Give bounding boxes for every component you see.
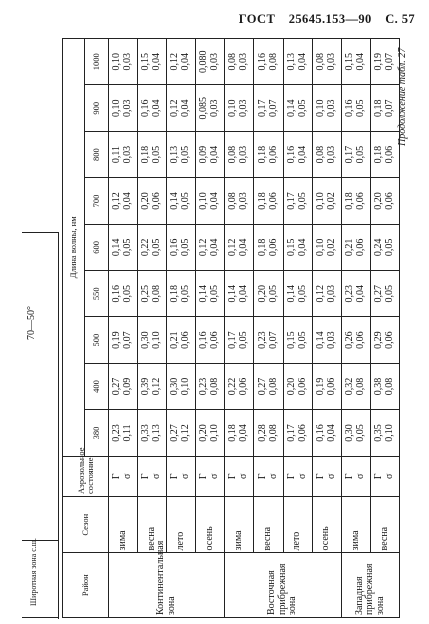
wavelength-cell: 550: [85, 271, 109, 317]
value-cell: 0,20 0,10: [196, 410, 225, 456]
wavelength-cell: 500: [85, 317, 109, 363]
region-cell: Западная прибрежная зона: [341, 553, 399, 618]
value-cell: 0,12 0,04: [167, 85, 196, 131]
season-cell: осень: [312, 496, 341, 552]
symbol-cell: Г σ: [138, 456, 167, 496]
value-cell: 0,10 0,03: [109, 85, 138, 131]
wavelength-cell: 600: [85, 224, 109, 270]
data-table: [62, 38, 400, 618]
wavelength-cell: 1000: [85, 39, 109, 86]
value-cell: 0,23 0,08: [196, 363, 225, 409]
value-cell: 0,18 0,06: [254, 224, 283, 270]
value-cell: 0,11 0,03: [109, 131, 138, 177]
page-number: С. 57: [385, 12, 415, 26]
value-cell: 0,16 0,05: [167, 224, 196, 270]
data-table-wrapper: [62, 38, 400, 618]
value-cell: 0,10 0,03: [109, 39, 138, 86]
season-cell: весна: [254, 496, 283, 552]
value-cell: 0,18 0,05: [138, 131, 167, 177]
value-cell: 0,14 0,05: [283, 85, 312, 131]
value-cell: 0,12 0,03: [312, 271, 341, 317]
table-row: [341, 39, 370, 618]
value-cell: 0,08 0,03: [225, 39, 254, 86]
value-cell: 0,22 0,05: [138, 224, 167, 270]
symbol-cell: Г σ: [283, 456, 312, 496]
value-cell: 0,14 0,05: [283, 271, 312, 317]
value-cell: 0,18 0,06: [254, 131, 283, 177]
value-cell: 0,16 0,04: [312, 410, 341, 456]
value-cell: 0,32 0,08: [341, 363, 370, 409]
region-header: Район: [63, 553, 109, 618]
value-cell: 0,13 0,05: [167, 131, 196, 177]
wavelength-cell: 400: [85, 363, 109, 409]
value-cell: 0,12 0,04: [225, 224, 254, 270]
value-cell: 0,080 0,03: [196, 39, 225, 86]
value-cell: 0,16 0,05: [109, 271, 138, 317]
region-cell: Восточная прибрежная зона: [225, 553, 341, 618]
table-row: [196, 39, 225, 618]
season-cell: весна: [138, 496, 167, 552]
table-row: [283, 39, 312, 618]
value-cell: 0,27 0,05: [370, 271, 399, 317]
table-row: [370, 39, 399, 618]
table-row: [138, 39, 167, 618]
value-cell: 0,08 0,03: [312, 39, 341, 86]
value-cell: 0,26 0,06: [341, 317, 370, 363]
value-cell: 0,21 0,06: [167, 317, 196, 363]
value-cell: 0,38 0,08: [370, 363, 399, 409]
symbol-cell: Г σ: [225, 456, 254, 496]
season-cell: лето: [167, 496, 196, 552]
wavelength-cell: 800: [85, 131, 109, 177]
value-cell: 0,27 0,08: [254, 363, 283, 409]
page-header: [229, 12, 415, 27]
wavelength-header: Длина волны, нм: [63, 39, 85, 457]
value-cell: 0,20 0,06: [138, 178, 167, 224]
value-cell: 0,085 0,03: [196, 85, 225, 131]
table-row: [254, 39, 283, 618]
continuation-label: Продолжение табл. 27: [397, 47, 408, 146]
value-cell: 0,14 0,03: [312, 317, 341, 363]
season-cell: зима: [341, 496, 370, 552]
value-cell: 0,14 0,05: [167, 178, 196, 224]
value-cell: 0,14 0,05: [109, 224, 138, 270]
table-row: [109, 39, 138, 618]
value-cell: 0,17 0,05: [283, 178, 312, 224]
value-cell: 0,13 0,04: [283, 39, 312, 86]
value-cell: 0,30 0,10: [138, 317, 167, 363]
value-cell: 0,10 0,02: [312, 224, 341, 270]
value-cell: 0,23 0,11: [109, 410, 138, 456]
value-cell: 0,16 0,05: [341, 85, 370, 131]
value-cell: 0,15 0,04: [138, 39, 167, 86]
wavelength-cell: 380: [85, 410, 109, 456]
value-cell: 0,08 0,03: [225, 131, 254, 177]
value-cell: 0,18 0,05: [167, 271, 196, 317]
value-cell: 0,33 0,13: [138, 410, 167, 456]
region-cell: Континентальная зона: [109, 553, 225, 618]
symbol-cell: Г σ: [312, 456, 341, 496]
season-cell: зима: [109, 496, 138, 552]
season-cell: весна: [370, 496, 399, 552]
value-cell: 0,20 0,06: [283, 363, 312, 409]
season-header: Сезон: [63, 496, 109, 552]
value-cell: 0,30 0,05: [341, 410, 370, 456]
value-cell: 0,17 0,07: [254, 85, 283, 131]
value-cell: 0,09 0,04: [196, 131, 225, 177]
value-cell: 0,22 0,06: [225, 363, 254, 409]
wavelength-cell: 700: [85, 178, 109, 224]
value-cell: 0,15 0,05: [283, 317, 312, 363]
value-cell: 0,30 0,10: [167, 363, 196, 409]
symbol-cell: Г σ: [370, 456, 399, 496]
table-row: [225, 39, 254, 618]
value-cell: 0,20 0,06: [370, 178, 399, 224]
value-cell: 0,17 0,05: [225, 317, 254, 363]
value-cell: 0,18 0,06: [341, 178, 370, 224]
value-cell: 0,21 0,06: [341, 224, 370, 270]
table-body: [109, 39, 400, 618]
symbol-cell: Г σ: [196, 456, 225, 496]
value-cell: 0,16 0,08: [254, 39, 283, 86]
season-cell: зима: [225, 496, 254, 552]
value-cell: 0,17 0,05: [341, 131, 370, 177]
value-cell: 0,35 0,10: [370, 410, 399, 456]
value-cell: 0,18 0,06: [370, 131, 399, 177]
season-cell: лето: [283, 496, 312, 552]
latitude-cell: [22, 232, 59, 618]
value-cell: 0,10 0,03: [312, 85, 341, 131]
latitude-header: Широтная зона с.ш.: [29, 538, 38, 606]
value-cell: 0,12 0,04: [167, 39, 196, 86]
value-cell: 0,12 0,04: [109, 178, 138, 224]
value-cell: 0,29 0,06: [370, 317, 399, 363]
value-cell: 0,10 0,03: [225, 85, 254, 131]
value-cell: 0,08 0,03: [312, 131, 341, 177]
value-cell: 0,10 0,02: [312, 178, 341, 224]
value-cell: 0,19 0,07: [109, 317, 138, 363]
value-cell: 0,20 0,05: [254, 271, 283, 317]
value-cell: 0,17 0,06: [283, 410, 312, 456]
value-cell: 0,18 0,06: [254, 178, 283, 224]
symbol-cell: Г σ: [254, 456, 283, 496]
value-cell: 0,23 0,04: [341, 271, 370, 317]
symbol-cell: Г σ: [167, 456, 196, 496]
value-cell: 0,27 0,12: [167, 410, 196, 456]
value-cell: 0,12 0,04: [196, 224, 225, 270]
value-cell: 0,39 0,12: [138, 363, 167, 409]
value-cell: 0,10 0,04: [196, 178, 225, 224]
value-cell: 0,18 0,04: [225, 410, 254, 456]
value-cell: 0,23 0,07: [254, 317, 283, 363]
symbol-cell: Г σ: [109, 456, 138, 496]
wavelength-cell: 900: [85, 85, 109, 131]
aerosol-header: Аэрозольное состояние: [63, 456, 109, 496]
symbol-cell: Г σ: [341, 456, 370, 496]
value-cell: 0,19 0,07: [370, 39, 399, 86]
standard-label: ГОСТ: [238, 12, 276, 26]
value-cell: 0,16 0,04: [283, 131, 312, 177]
standard-number: 25645.153—90: [288, 12, 372, 26]
latitude-value: 70—50°: [26, 306, 37, 340]
value-cell: 0,18 0,07: [370, 85, 399, 131]
season-cell: осень: [196, 496, 225, 552]
value-cell: 0,14 0,04: [225, 271, 254, 317]
value-cell: 0,24 0,05: [370, 224, 399, 270]
value-cell: 0,28 0,08: [254, 410, 283, 456]
value-cell: 0,27 0,09: [109, 363, 138, 409]
value-cell: 0,16 0,06: [196, 317, 225, 363]
value-cell: 0,19 0,06: [312, 363, 341, 409]
value-cell: 0,15 0,04: [283, 224, 312, 270]
table-row: [167, 39, 196, 618]
table-row: [312, 39, 341, 618]
value-cell: 0,16 0,04: [138, 85, 167, 131]
value-cell: 0,08 0,03: [225, 178, 254, 224]
value-cell: 0,15 0,04: [341, 39, 370, 86]
value-cell: 0,14 0,05: [196, 271, 225, 317]
value-cell: 0,25 0,08: [138, 271, 167, 317]
